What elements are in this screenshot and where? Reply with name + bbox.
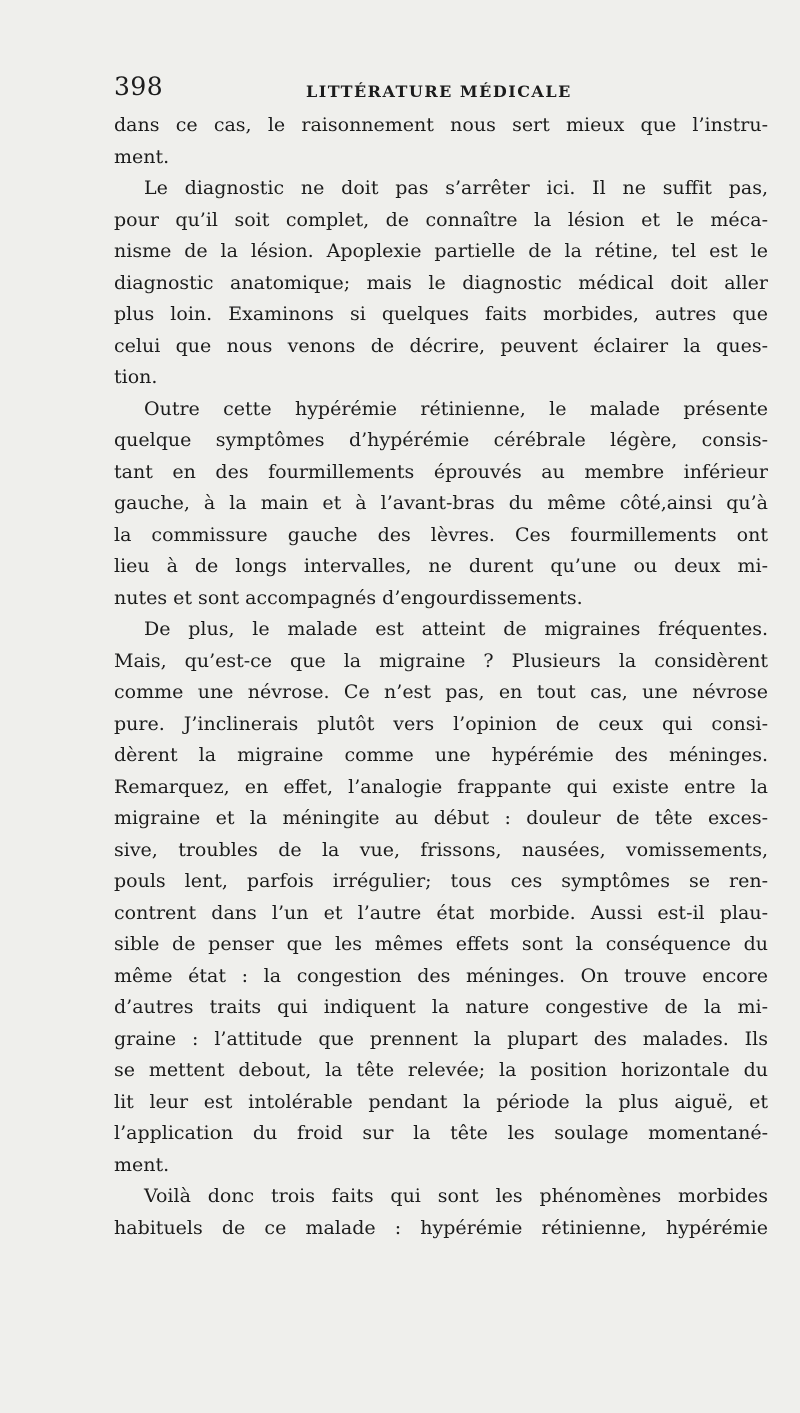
- text-line: migraine et la méningite au début : douleur de tête exces-: [114, 807, 768, 829]
- body-text: [114, 110, 768, 1244]
- text-line: plus loin. Examinons si quelques faits morbides, autres que: [114, 303, 768, 325]
- text-line: même état : la congestion des méninges. On trouve encore: [114, 964, 768, 987]
- text-line: d’autres traits qui indiquent la nature congestive de la mi-: [114, 996, 768, 1018]
- text-line: l’application du froid sur la tête les soulage momentané-: [114, 1122, 768, 1144]
- text-line: dans ce cas, le raisonnement nous sert mieux que l’instru-: [114, 114, 768, 136]
- text-line: tant en des fourmillements éprouvés au membre inférieur: [114, 460, 768, 483]
- text-line: De plus, le malade est atteint de migraines fréquentes.: [144, 618, 768, 640]
- text-line: habituels de ce malade : hypérémie rétinienne, hypérémie: [114, 1216, 768, 1239]
- text-line: comme une névrose. Ce n’est pas, en tout cas, une névrose: [114, 681, 768, 703]
- text-line: gauche, à la main et à l’avant-bras du même côté,ainsi qu’à: [114, 492, 768, 514]
- text-line: pure. J’inclinerais plutôt vers l’opinion de ceux qui consi-: [114, 712, 768, 735]
- text-line: lit leur est intolérable pendant la période la plus aiguë, et: [114, 1090, 768, 1113]
- text-line: lieu à de longs intervalles, ne durent qu’une ou deux mi-: [114, 555, 768, 577]
- text-line: pour qu’il soit complet, de connaître la lésion et le méca-: [114, 208, 768, 231]
- text-line: ment.: [114, 145, 170, 168]
- text-line: Mais, qu’est-ce que la migraine ? Plusieurs la considèrent: [114, 649, 768, 672]
- text-line: nisme de la lésion. Apoplexie partielle de la rétine, tel est le: [114, 240, 768, 262]
- text-line: sible de penser que les mêmes effets sont la conséquence du: [114, 933, 768, 955]
- text-line: Remarquez, en effet, l’analogie frappante qui existe entre la: [114, 775, 768, 798]
- text-line: se mettent debout, la tête relevée; la position horizontale du: [114, 1059, 768, 1081]
- text-line: graine : l’attitude que prennent la plupart des malades. Ils: [114, 1027, 768, 1050]
- text-line: la commissure gauche des lèvres. Ces fourmillements ont: [114, 523, 768, 546]
- text-line: ment.: [114, 1153, 170, 1176]
- text-line: tion.: [114, 366, 158, 388]
- text-line: Outre cette hypérémie rétinienne, le malade présente: [144, 397, 768, 420]
- running-title: LITTÉRATURE MÉDICALE: [306, 82, 572, 101]
- text-line: quelque symptômes d’hypérémie cérébrale légère, consis-: [114, 429, 768, 451]
- page-header: [114, 72, 754, 112]
- text-line: Voilà donc trois faits qui sont les phénomènes morbides: [144, 1185, 768, 1207]
- text-line: Le diagnostic ne doit pas s’arrêter ici. Il ne suffit pas,: [144, 177, 768, 199]
- text-line: diagnostic anatomique; mais le diagnostic médical doit aller: [114, 271, 768, 294]
- text-line: celui que nous venons de décrire, peuvent éclairer la ques-: [114, 334, 768, 357]
- text-line: sive, troubles de la vue, frissons, nausées, vomissements,: [114, 838, 768, 861]
- text-line: nutes et sont accompagnés d’engourdissements.: [114, 586, 583, 609]
- text-line: pouls lent, parfois irrégulier; tous ces symptômes se ren-: [114, 870, 768, 892]
- page-number: 398: [114, 72, 164, 101]
- text-line: dèrent la migraine comme une hypérémie des méninges.: [114, 744, 768, 766]
- text-line: contrent dans l’un et l’autre état morbide. Aussi est-il plau-: [114, 901, 768, 924]
